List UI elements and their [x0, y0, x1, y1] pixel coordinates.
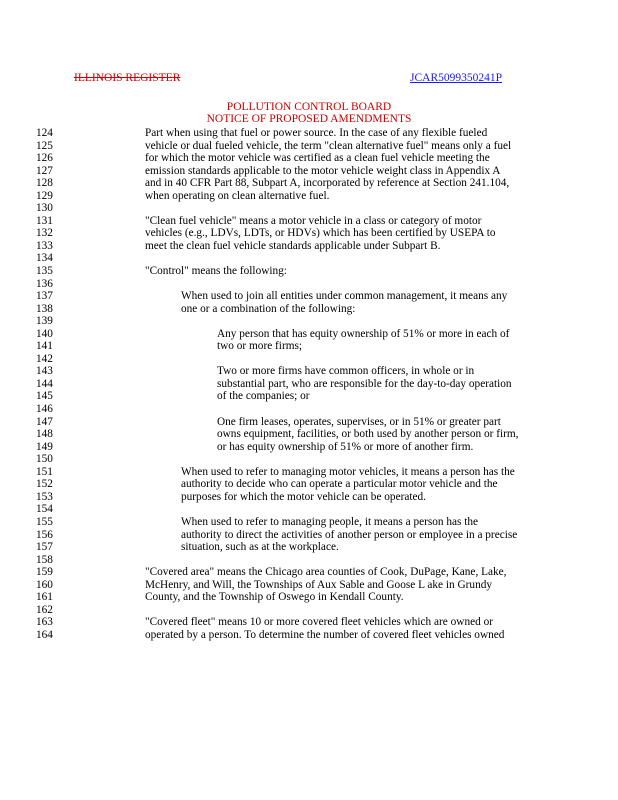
line-text: When used to refer to managing people, it means a person has the	[181, 515, 479, 528]
document-line	[0, 240, 618, 253]
document-line	[0, 591, 618, 604]
document-line	[0, 466, 618, 479]
line-text: "Control" means the following:	[145, 265, 287, 278]
line-text: "Covered area" means the Chicago area counties of Cook, DuPage, Kane, Lake,	[145, 566, 507, 579]
document-line	[0, 127, 618, 140]
document-line	[0, 165, 618, 178]
document-line	[0, 227, 618, 240]
line-number: 124	[36, 127, 53, 139]
line-text: one or a combination of the following:	[181, 302, 356, 315]
line-text: When used to refer to managing motor vehicles, it means a person has the	[181, 465, 515, 478]
line-number: 135	[36, 265, 53, 278]
document-line	[0, 152, 618, 165]
document-line	[0, 278, 618, 291]
document-line	[0, 428, 618, 441]
document-line	[0, 202, 618, 215]
document-line	[0, 478, 618, 491]
line-number: 132	[36, 227, 53, 240]
document-line	[0, 491, 618, 504]
line-number: 162	[36, 603, 53, 616]
line-number: 140	[36, 327, 53, 340]
document-line	[0, 604, 618, 617]
line-number: 138	[36, 302, 53, 315]
line-text: County, and the Township of Oswego in Kendall County.	[145, 591, 404, 604]
document-line	[0, 303, 618, 316]
line-number: 127	[36, 164, 53, 177]
line-number: 125	[36, 139, 53, 152]
line-text: Part when using that fuel or power source. In the case of any flexible fueled	[145, 127, 488, 139]
line-text: meet the clean fuel vehicle standards applicable under Subpart B.	[145, 239, 441, 252]
line-text: "Clean fuel vehicle" means a motor vehicle in a class or category of motor	[145, 214, 482, 227]
line-number: 160	[36, 578, 53, 591]
document-line	[0, 503, 618, 516]
line-number: 126	[36, 152, 53, 165]
document-line	[0, 541, 618, 554]
document-line	[0, 416, 618, 429]
line-text: for which the motor vehicle was certified as a clean fuel vehicle meeting the	[145, 152, 490, 165]
line-text: operated by a person. To determine the number of covered fleet vehicles owned	[145, 628, 505, 641]
line-number: 152	[36, 478, 53, 491]
document-line	[0, 453, 618, 466]
line-text: or has equity ownership of 51% or more of another firm.	[217, 440, 474, 453]
line-number: 142	[36, 352, 53, 365]
document-line	[0, 353, 618, 366]
line-text: When used to join all entities under common management, it means any	[181, 290, 508, 303]
line-number: 154	[36, 503, 53, 516]
document-line	[0, 365, 618, 378]
document-line	[0, 566, 618, 579]
line-number: 149	[36, 440, 53, 453]
notice-title: NOTICE OF PROPOSED AMENDMENTS	[206, 113, 412, 125]
document-line	[0, 140, 618, 153]
line-number: 159	[36, 566, 53, 579]
document-line	[0, 390, 618, 403]
line-text: purposes for which the motor vehicle can be operated.	[181, 490, 426, 503]
line-number: 136	[36, 277, 53, 290]
document-line	[0, 579, 618, 592]
line-number: 157	[36, 541, 53, 554]
line-text: and in 40 CFR Part 88, Subpart A, incorporated by reference at Section 241.104,	[145, 177, 510, 190]
document-line	[0, 516, 618, 529]
line-text: owns equipment, facilities, or both used by another person or firm,	[217, 428, 519, 441]
line-number: 139	[36, 315, 53, 328]
line-number: 131	[36, 214, 53, 227]
line-number: 143	[36, 365, 53, 378]
document-line	[0, 403, 618, 416]
line-number: 145	[36, 390, 53, 403]
line-text: "Covered fleet" means 10 or more covered fleet vehicles which are owned or	[145, 616, 493, 629]
document-line	[0, 328, 618, 341]
document-line	[0, 190, 618, 203]
document-line	[0, 177, 618, 190]
line-number: 129	[36, 189, 53, 202]
line-number: 148	[36, 428, 53, 441]
document-line	[0, 215, 618, 228]
document-line	[0, 378, 618, 391]
line-text: Two or more firms have common officers, in whole or in	[217, 365, 475, 378]
line-number: 137	[36, 290, 53, 303]
line-number: 164	[36, 628, 53, 641]
line-text: McHenry, and Will, the Townships of Aux Sable and Goose L ake in Grundy	[145, 578, 493, 591]
line-number: 158	[36, 553, 53, 566]
line-text: situation, such as at the workplace.	[181, 541, 339, 554]
document-line	[0, 616, 618, 629]
line-number: 133	[36, 239, 53, 252]
register-title: ILLINOIS REGISTER	[74, 72, 181, 84]
line-number: 146	[36, 403, 53, 416]
document-line	[0, 554, 618, 567]
document-line	[0, 441, 618, 454]
line-number: 161	[36, 591, 53, 604]
line-number: 150	[36, 453, 53, 466]
board-name: POLLUTION CONTROL BOARD	[226, 101, 392, 113]
document-line	[0, 629, 618, 642]
line-text: One firm leases, operates, supervises, or in 51% or greater part	[217, 415, 501, 428]
line-number: 144	[36, 377, 53, 390]
document-line	[0, 315, 618, 328]
line-number: 156	[36, 528, 53, 541]
document-line	[0, 529, 618, 542]
line-text: authority to decide who can operate a particular motor vehicle and the	[181, 478, 498, 491]
line-number: 128	[36, 177, 53, 190]
line-number: 163	[36, 616, 53, 629]
document-line	[0, 290, 618, 303]
document-line	[0, 340, 618, 353]
line-number: 155	[36, 515, 53, 528]
line-text: when operating on clean alternative fuel.	[145, 189, 330, 202]
line-number: 134	[36, 252, 53, 265]
document-line	[0, 252, 618, 265]
line-number: 130	[36, 202, 53, 215]
line-number: 147	[36, 415, 53, 428]
document-body	[0, 127, 618, 641]
line-text: of the companies; or	[217, 390, 310, 403]
line-text: Any person that has equity ownership of 51% or more in each of	[217, 327, 510, 340]
line-text: substantial part, who are responsible for the day-to-day operation	[217, 377, 512, 390]
document-line	[0, 265, 618, 278]
line-text: two or more firms;	[217, 340, 303, 353]
line-text: vehicles (e.g., LDVs, LDTs, or HDVs) which has been certified by USEPA to	[145, 227, 496, 240]
line-number: 151	[36, 465, 53, 478]
document-id-link[interactable]: JCAR5099350241P	[410, 72, 503, 84]
line-number: 153	[36, 490, 53, 503]
line-number: 141	[36, 340, 53, 353]
line-text: authority to direct the activities of another person or employee in a precise	[181, 528, 518, 541]
line-text: emission standards applicable to the motor vehicle weight class in Appendix A	[145, 164, 501, 177]
line-text: vehicle or dual fueled vehicle, the term "clean alternative fuel" means only a fuel	[145, 139, 512, 152]
